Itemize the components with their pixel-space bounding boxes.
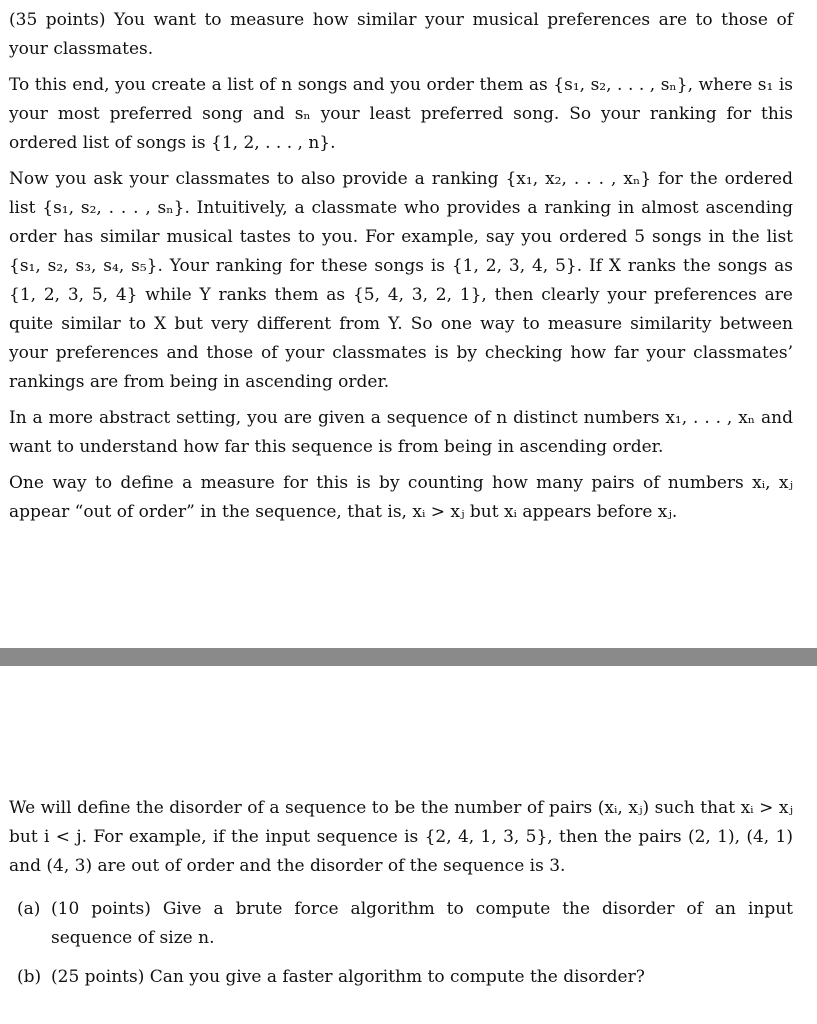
song-list-paragraph: To this end, you create a list of n songs and you order them as {s₁, s₂, . . . , sₙ}, where s₁ is your most preferred song and sₙ your least preferred song. So your ranking for this ordered list of songs is {1, 2, . . . , n}. bbox=[9, 75, 793, 153]
intro-paragraph: (35 points) You want to measure how similar your musical preferences are to those of your classmates. bbox=[9, 10, 793, 59]
ranking-example-paragraph: Now you ask your classmates to also provide a ranking {x₁, x₂, . . . , xₙ} for the ordered list {s₁, s₂, . . . , sₙ}. Intuitively, a classmate who provides a ranking in almost ascending order has similar musical tastes to you. For example, say you ordered 5 songs in the list {s₁, s₂, s₃, s₄, s₅}. Your ranking for these songs is {1, 2, 3, 4, 5}. If X ranks the songs as {1, 2, 3, 5, 4} while Y ranks them as {5, 4, 3, 2, 1}, then clearly your preferences are quite similar to X but very different from Y. So one way to measure similarity between your preferences and those of your classmates is by checking how far your classmates’ rankings are from being in ascending order. bbox=[9, 169, 793, 392]
disorder-definition-paragraph: We will define the disorder of a sequence to be the number of pairs (xᵢ, xⱼ) such that xᵢ > xⱼ but i < j. For example, if the input sequence is {2, 4, 1, 3, 5}, then the pairs (2, 1), (4, 1) and (4, 3) are out of order and the disorder of the sequence is 3. bbox=[9, 798, 793, 876]
subquestion-b bbox=[9, 963, 793, 992]
problem-definition bbox=[9, 794, 793, 1002]
abstract-setting-paragraph: In a more abstract setting, you are given a sequence of n distinct numbers x₁, . . . , xₙ and want to understand how far this sequence is from being in ascending order. bbox=[9, 408, 793, 457]
subquestion-b-label: (b) bbox=[17, 967, 42, 987]
problem-intro bbox=[9, 6, 793, 534]
subquestion-a-label: (a) bbox=[17, 899, 41, 919]
out-of-order-paragraph: One way to define a measure for this is by counting how many pairs of numbers xᵢ, xⱼ appear “out of order” in the sequence, that is, xᵢ > xⱼ but xᵢ appears before xⱼ. bbox=[9, 473, 793, 522]
subquestions bbox=[9, 895, 793, 992]
page-separator-bar bbox=[0, 648, 817, 666]
subquestion-a-text: (10 points) Give a brute force algorithm to compute the disorder of an input sequence of size n. bbox=[51, 899, 793, 948]
subquestion-a bbox=[9, 895, 793, 953]
subquestion-b-text: (25 points) Can you give a faster algorithm to compute the disorder? bbox=[51, 967, 645, 987]
